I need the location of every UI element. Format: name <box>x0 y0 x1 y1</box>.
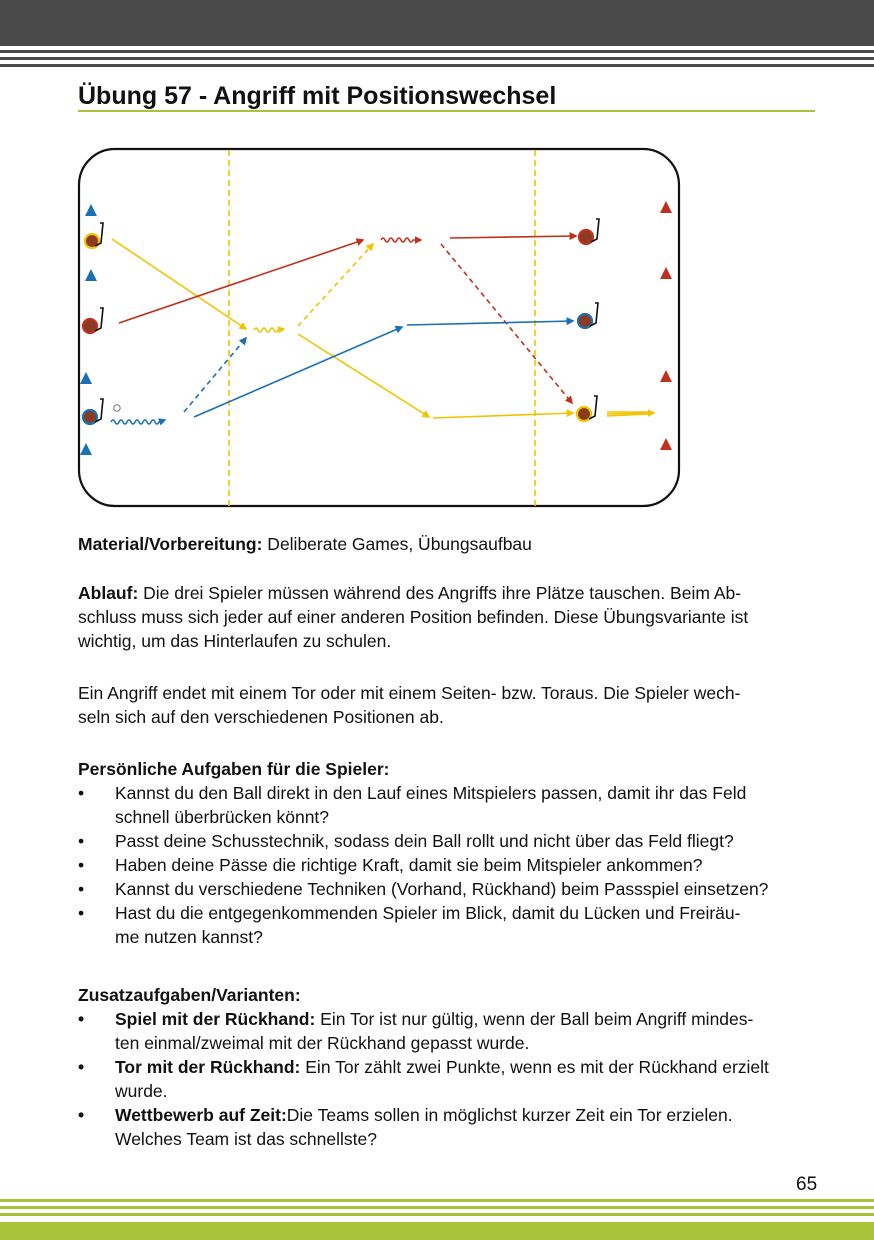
aufgaben-section <box>78 757 818 949</box>
run-path-red <box>119 240 363 323</box>
list-item-label: Spiel mit der Rückhand: <box>115 1009 316 1029</box>
material-label: Material/Vorbereitung: <box>78 534 263 554</box>
list-item-text: Kannst du den Ball direkt in den Lauf eines Mitspielers passen, damit ihr das Feld <box>115 783 747 803</box>
header-stripe <box>0 64 874 67</box>
shot-path-yellow <box>607 412 654 416</box>
material-paragraph <box>78 532 818 556</box>
run-path-blue <box>194 327 402 417</box>
dribble-path-red <box>381 238 421 242</box>
footer-stripe <box>0 1199 874 1202</box>
cone-icon <box>85 269 97 281</box>
zusatz-heading: Zusatzaufgaben/Varianten: <box>78 985 301 1005</box>
bullet: • <box>78 1105 85 1125</box>
ball-icon <box>114 405 120 411</box>
list-item-text: me nutzen kannst? <box>115 927 263 947</box>
dribble-path-yellow <box>254 328 284 332</box>
player-icon <box>85 223 103 248</box>
list-item-text: schnell überbrücken könnt? <box>115 807 330 827</box>
zusatz-list <box>78 1007 818 1151</box>
player-icon <box>577 396 597 421</box>
list-item-text: wurde. <box>115 1081 168 1101</box>
pass-path-blue <box>184 338 246 412</box>
list-item-text: Welches Team ist das schnellste? <box>115 1129 377 1149</box>
zusatz-section <box>78 983 818 1151</box>
ablauf-paragraph <box>78 581 818 653</box>
cone-icon <box>80 372 92 384</box>
header-band <box>0 0 874 46</box>
title-underline <box>78 110 815 112</box>
cone-icon <box>660 370 672 382</box>
footer-band <box>0 1222 874 1240</box>
list-item-text: ten einmal/zweimal mit der Rückhand gepasst wurde. <box>115 1033 530 1053</box>
list-item-text: Die Teams sollen in möglichst kurzer Zeit ein Tor erzielen. <box>286 1105 733 1125</box>
list-item-text: Hast du die entgegenkommenden Spieler im Blick, damit du Lücken und Freiräu- <box>115 903 741 923</box>
list-item <box>78 1055 818 1103</box>
drill-diagram <box>76 146 696 514</box>
ablauf-line: wichtig, um das Hinterlaufen zu schulen. <box>78 631 392 651</box>
run-path-yellow <box>112 239 246 329</box>
list-item <box>78 901 818 949</box>
bullet: • <box>78 1057 85 1077</box>
run-path-yellow <box>433 413 573 418</box>
ablauf-line: schluss muss sich jeder auf einer anderen Position befinden. Diese Übungsvariante ist <box>78 607 749 627</box>
list-item <box>78 1103 818 1151</box>
cone-icon <box>85 204 97 216</box>
aufgaben-heading: Persönliche Aufgaben für die Spieler: <box>78 759 390 779</box>
list-item-label: Wettbewerb auf Zeit: <box>115 1105 287 1125</box>
player-icon <box>578 303 598 328</box>
pass-path-yellow <box>298 244 373 326</box>
header-stripe <box>0 57 874 60</box>
info-paragraph <box>78 681 818 729</box>
list-item-text: Ein Tor zählt zwei Punkte, wenn es mit der Rückhand erzielt <box>300 1057 769 1077</box>
list-item <box>78 781 818 829</box>
page-number: 65 <box>796 1174 818 1195</box>
bullet: • <box>78 1009 85 1029</box>
list-item <box>78 829 818 853</box>
page-title: Übung 57 - Angriff mit Positionswechsel <box>78 82 557 110</box>
footer-stripe <box>0 1206 874 1209</box>
info-line: seln sich auf den verschiedenen Positionen ab. <box>78 707 444 727</box>
list-item <box>78 853 818 877</box>
bullet: • <box>78 783 85 803</box>
list-item-text: Kannst du verschiedene Techniken (Vorhand, Rückhand) beim Passspiel einsetzen? <box>115 879 769 899</box>
dribble-path-blue <box>111 420 165 424</box>
cone-icon <box>660 267 672 279</box>
player-icon <box>83 399 103 424</box>
run-path-blue <box>407 321 573 325</box>
list-item <box>78 877 818 901</box>
list-item-text: Haben deine Pässe die richtige Kraft, damit sie beim Mitspieler ankommen? <box>115 855 703 875</box>
material-text: Deliberate Games, Übungsaufbau <box>262 534 532 554</box>
list-item-text: Ein Tor ist nur gültig, wenn der Ball beim Angriff mindes- <box>315 1009 754 1029</box>
list-item-label: Tor mit der Rückhand: <box>115 1057 301 1077</box>
cone-icon <box>80 443 92 455</box>
player-icon <box>579 219 599 244</box>
ablauf-line: Die drei Spieler müssen während des Angriffs ihre Plätze tauschen. Beim Ab- <box>138 583 742 603</box>
run-path-yellow <box>298 334 429 417</box>
list-item <box>78 1007 818 1055</box>
run-path-red <box>450 236 576 238</box>
bullet: • <box>78 831 85 851</box>
list-item-text: Passt deine Schusstechnik, sodass dein Ball rollt und nicht über das Feld fliegt? <box>115 831 734 851</box>
cone-icon <box>660 201 672 213</box>
cone-icon <box>660 438 672 450</box>
player-icon <box>83 308 103 333</box>
bullet: • <box>78 903 85 923</box>
bullet: • <box>78 855 85 875</box>
ablauf-label: Ablauf: <box>78 583 139 603</box>
header-stripe <box>0 50 874 53</box>
footer-stripe <box>0 1213 874 1216</box>
aufgaben-list <box>78 781 818 949</box>
info-line: Ein Angriff endet mit einem Tor oder mit einem Seiten- bzw. Toraus. Die Spieler wech- <box>78 683 741 703</box>
bullet: • <box>78 879 85 899</box>
